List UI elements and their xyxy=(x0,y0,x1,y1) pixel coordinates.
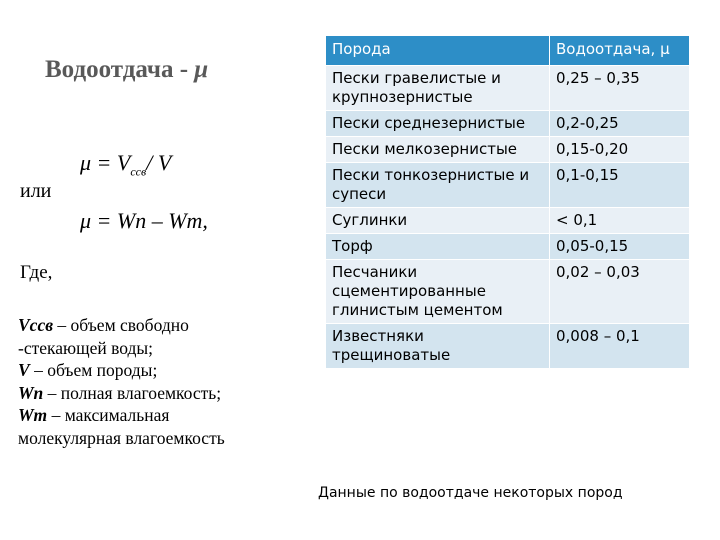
table-row xyxy=(326,66,689,111)
formula1-lhs: μ = V xyxy=(80,150,131,175)
value-cell: 0,25 – 0,35 xyxy=(550,66,689,111)
formula1-rhs: / V xyxy=(146,150,172,175)
table-header-row xyxy=(326,36,689,66)
value-cell: 0,15-0,20 xyxy=(550,137,689,163)
formula-moisture-difference: μ = Wn – Wm, xyxy=(80,208,208,233)
definition-line: молекулярная влагоемкость xyxy=(18,427,225,448)
definition-line: Vссв – объем свободно xyxy=(18,315,189,335)
title-mu: μ xyxy=(194,56,209,83)
value-cell: 0,2-0,25 xyxy=(550,111,689,137)
table-row xyxy=(326,324,689,369)
water-yield-table xyxy=(326,36,689,369)
value-cell: 0,05-0,15 xyxy=(550,234,689,260)
value-cell: 0,1-0,15 xyxy=(550,163,689,208)
definition-line: V – объем породы; xyxy=(18,360,158,381)
or-word: или xyxy=(20,180,52,202)
definition-line: Wn – полная влагоемкость; xyxy=(18,382,222,403)
title-text: Водоотдача - xyxy=(45,56,195,83)
rock-cell: Пески тонкозернистые и супеси xyxy=(326,163,550,208)
definition-line: -стекающей воды; xyxy=(18,337,153,358)
rock-cell: Пески среднезернистые xyxy=(326,111,550,137)
where-label: Где, xyxy=(20,262,53,283)
slide-title xyxy=(45,56,208,84)
definition-line: Wm – максимальная xyxy=(18,405,170,426)
value-cell: 0,02 – 0,03 xyxy=(550,260,689,324)
table-row xyxy=(326,208,689,234)
rock-cell: Суглинки xyxy=(326,208,550,234)
rock-cell: Пески мелкозернистые xyxy=(326,137,550,163)
header-water-yield: Водоотдача, μ xyxy=(550,36,689,66)
table-row xyxy=(326,260,689,324)
table-row xyxy=(326,137,689,163)
formula1-sub: ссв xyxy=(130,164,147,179)
rock-cell: Торф xyxy=(326,234,550,260)
value-cell: < 0,1 xyxy=(550,208,689,234)
rock-cell: Пески гравелистые и крупнозернистые xyxy=(326,66,550,111)
table-row xyxy=(326,163,689,208)
value-cell: 0,008 – 0,1 xyxy=(550,324,689,369)
header-rock: Порода xyxy=(326,36,550,66)
table-caption: Данные по водоотдаче некоторых пород xyxy=(318,485,623,501)
rock-cell: Известняки трещиноватые xyxy=(326,324,550,369)
formula-volume-ratio xyxy=(80,150,171,179)
definitions xyxy=(18,314,308,450)
rock-cell: Песчаники сцементированные глинистым цементом xyxy=(326,260,550,324)
table-row xyxy=(326,234,689,260)
table-row xyxy=(326,111,689,137)
